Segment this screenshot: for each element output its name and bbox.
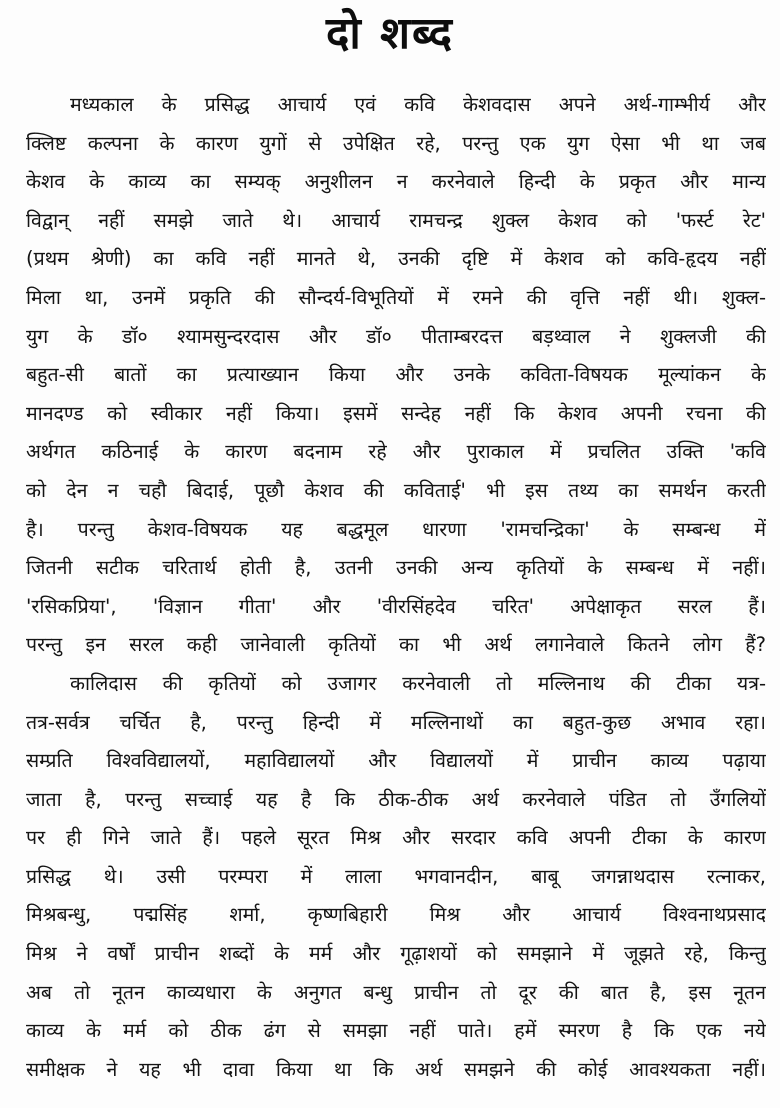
page-title: दो शब्द (325, 8, 454, 59)
text-line: क्लिष्ट कल्पना के कारण युगों से उपेक्षित रहे, परन्तु एक युग ऐसा भी था जब (26, 131, 766, 155)
paragraph-2 (26, 665, 766, 1090)
text-line: मिला था, उनमें प्रकृति की सौन्दर्य-विभूतियों में रमने की वृत्ति नहीं थी। शुक्ल- (26, 285, 766, 309)
text-line: समीक्षक ने यह भी दावा किया था कि अर्थ समझने की कोई आवश्यकता नहीं। (26, 1057, 766, 1081)
text-line: सम्प्रति विश्वविद्यालयों, महाविद्यालयों और विद्यालयों में प्राचीन काव्य पढ़ाया (26, 749, 766, 773)
text-line: पर ही गिने जाते हैं। पहले सूरत मिश्र और सरदार कवि अपनी टीका के कारण (26, 826, 766, 850)
text-line: परन्तु इन सरल कही जानेवाली कृतियों का भी अर्थ लगानेवाले कितने लोग हैं? (26, 633, 766, 657)
text-line: जितनी सटीक चरितार्थ होती है, उतनी उनकी अन्य कृतियों के सम्बन्ध में नहीं। (26, 556, 766, 580)
text-line: विद्वान् नहीं समझे जाते थे। आचार्य रामचन्द्र शुक्ल केशव को 'फर्स्ट रेट' (26, 208, 766, 232)
text-line: मानदण्ड को स्वीकार नहीं किया। इसमें सन्देह नहीं कि केशव अपनी रचना की (26, 401, 766, 425)
text-line: मिश्र ने वर्षों प्राचीन शब्दों के मर्म और गूढ़ाशयों को समझाने में जूझते रहे, किन्तु (26, 942, 766, 966)
text-line: कालिदास की कृतियों को उजागर करनेवाली तो मल्लिनाथ की टीका यत्र- (70, 671, 766, 695)
text-line: अर्थगत कठिनाई के कारण बदनाम रहे और पुराकाल में प्रचलित उक्ति 'कवि (26, 440, 766, 464)
text-line: बहुत-सी बातों का प्रत्याख्यान किया और उनके कविता-विषयक मूल्यांकन के (26, 363, 766, 387)
text-line: तत्र-सर्वत्र चर्चित है, परन्तु हिन्दी में मल्लिनाथों का बहुत-कुछ अभाव रहा। (26, 710, 766, 734)
text-line: युग के डॉ० श्यामसुन्दरदास और डॉ० पीताम्बरदत्त बड़थ्वाल ने शुक्लजी की (26, 324, 766, 348)
text-line: काव्य के मर्म को ठीक ढंग से समझा नहीं पाते। हमें स्मरण है कि एक नये (26, 1019, 766, 1043)
body-text (26, 86, 766, 1089)
text-line: अब तो नूतन काव्यधारा के अनुगत बन्धु प्राचीन तो दूर की बात है, इस नूतन (26, 980, 766, 1004)
text-line: (प्रथम श्रेणी) का कवि नहीं मानते थे, उनकी दृष्टि में केशव को कवि-हृदय नहीं (26, 247, 766, 271)
text-line: 'रसिकप्रिया', 'विज्ञान गीता' और 'वीरसिंहदेव चरित' अपेक्षाकृत सरल हैं। (26, 594, 766, 618)
text-line: मिश्रबन्धु, पद्मसिंह शर्मा, कृष्णबिहारी मिश्र और आचार्य विश्वनाथप्रसाद (26, 903, 766, 927)
text-line: जाता है, परन्तु सच्चाई यह है कि ठीक-ठीक अर्थ करनेवाले पंडित तो उँगलियों (26, 787, 766, 811)
paragraph-1 (26, 86, 766, 665)
text-line: मध्यकाल के प्रसिद्ध आचार्य एवं कवि केशवदास अपने अर्थ-गाम्भीर्य और (70, 93, 766, 116)
text-line: को देन न चहौ बिदाई, पूछौ केशव की कविताई' भी इस तथ्य का समर्थन करती (26, 478, 766, 502)
text-line: है। परन्तु केशव-विषयक यह बद्धमूल धारणा 'रामचन्द्रिका' के सम्बन्ध में (26, 517, 766, 541)
text-line: प्रसिद्ध थे। उसी परम्परा में लाला भगवानदीन, बाबू जगन्नाथदास रत्नाकर, (26, 864, 766, 888)
text-line: केशव के काव्य का सम्यक् अनुशीलन न करनेवाले हिन्दी के प्रकृत और मान्य (26, 170, 766, 194)
